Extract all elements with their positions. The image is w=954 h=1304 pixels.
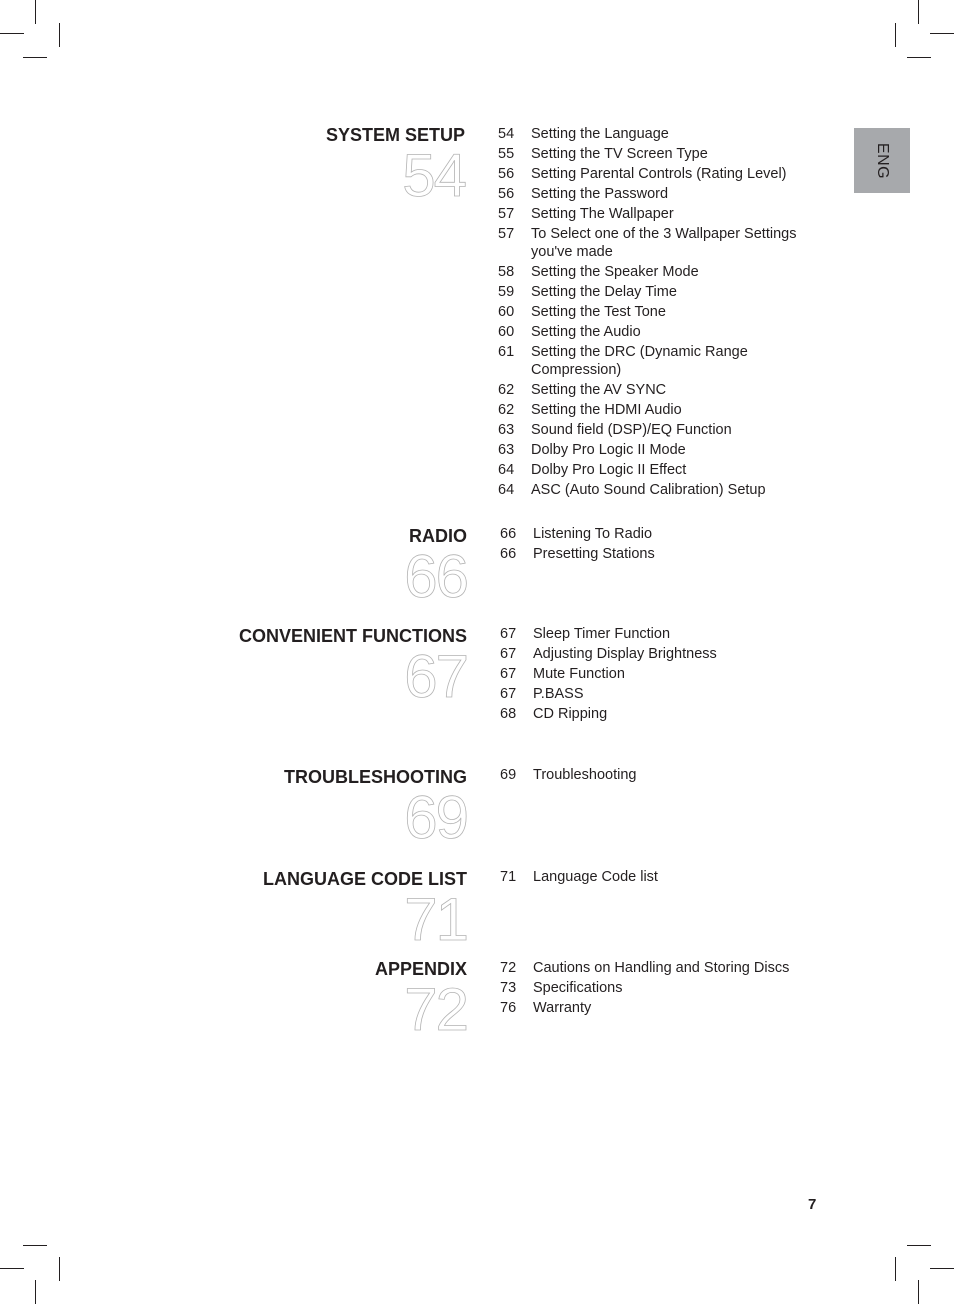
crop-mark (35, 1280, 36, 1304)
entry-page: 73 (500, 980, 517, 996)
entry-page: 64 (498, 482, 515, 498)
section-start-page: 54 (402, 142, 465, 209)
crop-mark (0, 33, 24, 34)
entry-page: 61 (498, 344, 515, 360)
entry-page: 69 (500, 767, 517, 783)
toc-entry[interactable] (498, 125, 821, 143)
entry-text: Sleep Timer Function (533, 626, 671, 642)
toc-entry[interactable] (498, 401, 821, 419)
section-start-page: 71 (404, 886, 467, 953)
crop-mark (59, 1257, 60, 1281)
toc-entry[interactable] (498, 381, 821, 399)
section-title: RADIO (409, 526, 467, 546)
entry-text: P.BASS (533, 686, 584, 702)
language-tab (854, 128, 910, 193)
entry-text: Specifications (533, 980, 623, 996)
entry-page: 62 (498, 402, 515, 418)
toc-entry[interactable] (498, 421, 821, 439)
section-start-page: 72 (404, 976, 467, 1043)
toc-entry[interactable] (500, 665, 823, 683)
entry-page: 66 (500, 526, 517, 542)
entry-text: Setting Parental Controls (Rating Level) (531, 166, 787, 182)
toc-entry[interactable] (498, 283, 821, 301)
toc-entry[interactable] (500, 766, 823, 784)
crop-mark (35, 0, 36, 24)
entry-page: 76 (500, 1000, 517, 1016)
entry-page: 56 (498, 186, 515, 202)
toc-entry[interactable] (498, 461, 821, 479)
toc-entry[interactable] (500, 979, 823, 997)
crop-mark (907, 1245, 931, 1246)
toc-entry[interactable] (500, 959, 823, 977)
entry-page: 54 (498, 126, 515, 142)
entry-text: To Select one of the 3 Wallpaper Settings you've made (531, 226, 797, 260)
entry-text: Language Code list (533, 869, 658, 885)
entry-text: Cautions on Handling and Storing Discs (533, 960, 790, 976)
toc-entry[interactable] (498, 205, 821, 223)
entry-page: 60 (498, 324, 515, 340)
entry-text: Setting the Delay Time (531, 284, 677, 300)
entry-page: 63 (498, 422, 515, 438)
page-number: 7 (808, 1196, 817, 1213)
entry-page: 67 (500, 626, 517, 642)
entry-text: Warranty (533, 1000, 592, 1016)
crop-mark (59, 23, 60, 47)
entry-text: Sound field (DSP)/EQ Function (531, 422, 732, 438)
toc-entry[interactable] (498, 145, 821, 163)
toc-entry[interactable] (500, 545, 823, 563)
toc-entry[interactable] (498, 303, 821, 321)
section-start-page: 66 (404, 543, 467, 610)
entry-text: Mute Function (533, 666, 625, 682)
entry-text: Setting the HDMI Audio (531, 402, 682, 418)
entry-text: Listening To Radio (533, 526, 653, 542)
entry-page: 60 (498, 304, 515, 320)
section-title: TROUBLESHOOTING (284, 767, 467, 787)
toc-entry[interactable] (498, 263, 821, 281)
entry-text: Dolby Pro Logic II Mode (531, 442, 686, 458)
entry-page: 56 (498, 166, 515, 182)
toc-entry[interactable] (500, 645, 823, 663)
toc-entry[interactable] (500, 705, 823, 723)
crop-mark (23, 1245, 47, 1246)
entry-page: 71 (500, 869, 517, 885)
entry-text: Presetting Stations (533, 546, 655, 562)
crop-mark (895, 23, 896, 47)
entry-page: 63 (498, 442, 515, 458)
entry-text: Setting The Wallpaper (531, 206, 674, 222)
entry-page: 72 (500, 960, 517, 976)
entry-page: 66 (500, 546, 517, 562)
entry-text: Setting the AV SYNC (531, 382, 667, 398)
toc-entry[interactable] (500, 999, 823, 1017)
entry-text: Setting the Language (531, 126, 669, 142)
toc-entry[interactable] (498, 323, 821, 341)
crop-mark (930, 33, 954, 34)
toc-entry[interactable] (498, 441, 821, 459)
entry-page: 55 (498, 146, 515, 162)
section-title: LANGUAGE CODE LIST (262, 869, 467, 889)
section-start-page: 67 (404, 643, 467, 710)
toc-entry[interactable] (498, 225, 821, 261)
section-start-page: 69 (404, 784, 467, 851)
toc-entry[interactable] (498, 185, 821, 203)
crop-mark (907, 57, 931, 58)
toc-entry[interactable] (500, 685, 823, 703)
entry-page: 64 (498, 462, 515, 478)
toc-entry[interactable] (498, 343, 821, 379)
crop-mark (918, 1280, 919, 1304)
entry-page: 57 (498, 206, 515, 222)
entry-text: Setting the DRC (Dynamic Range Compression) (531, 344, 748, 378)
toc-entry[interactable] (498, 165, 821, 183)
entry-text: Setting the Test Tone (531, 304, 666, 320)
section-title: SYSTEM SETUP (325, 125, 465, 145)
crop-mark (23, 57, 47, 58)
crop-mark (895, 1257, 896, 1281)
toc-entry[interactable] (498, 481, 821, 499)
entry-text: Setting the Speaker Mode (531, 264, 699, 280)
entry-text: Troubleshooting (533, 767, 637, 783)
toc-entry[interactable] (500, 625, 823, 643)
entry-text: Adjusting Display Brightness (533, 646, 717, 662)
entry-page: 62 (498, 382, 515, 398)
entry-text: Setting the Password (531, 186, 669, 202)
entry-text: ASC (Auto Sound Calibration) Setup (531, 482, 766, 498)
entry-text: Dolby Pro Logic II Effect (531, 462, 687, 478)
language-tab-label: ENG (873, 142, 891, 179)
entry-page: 57 (498, 226, 515, 242)
entry-page: 67 (500, 686, 517, 702)
entry-text: CD Ripping (533, 706, 608, 722)
entry-page: 68 (500, 706, 517, 722)
toc-entry[interactable] (500, 525, 823, 543)
crop-mark (0, 1268, 24, 1269)
crop-mark (930, 1268, 954, 1269)
entry-page: 67 (500, 646, 517, 662)
section-title: APPENDIX (374, 959, 467, 979)
entry-page: 58 (498, 264, 515, 280)
toc-entry[interactable] (500, 868, 823, 886)
section-title: CONVENIENT FUNCTIONS (238, 626, 467, 646)
entry-text: Setting the Audio (531, 324, 641, 340)
entry-page: 59 (498, 284, 515, 300)
entry-text: Setting the TV Screen Type (531, 146, 708, 162)
entry-page: 67 (500, 666, 517, 682)
crop-mark (918, 0, 919, 24)
